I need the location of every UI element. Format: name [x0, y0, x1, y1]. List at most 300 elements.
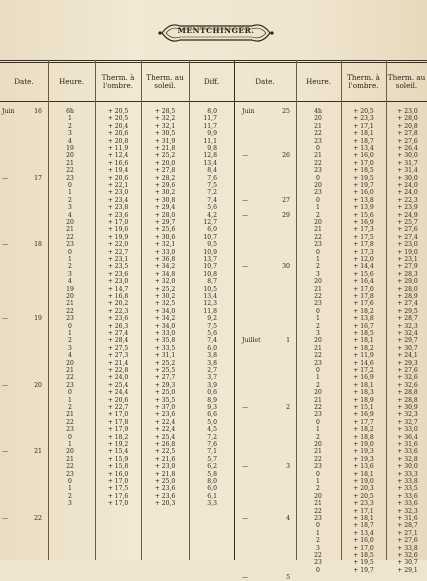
left-heure: 1: [68, 396, 72, 404]
left-diff: 13,4: [203, 293, 217, 300]
right-soleil: + 28,8: [397, 396, 418, 404]
right-soleil: + 24,0: [397, 182, 418, 189]
left-soleil: + 32,0: [154, 278, 176, 286]
left-diff: 13,4: [203, 159, 217, 167]
left-diff: 6,0: [207, 226, 217, 234]
left-heure: 4: [68, 137, 72, 145]
right-ombre: + 16,0: [353, 537, 374, 545]
right-soleil: + 27,6: [397, 537, 418, 545]
right-soleil: + 27,8: [397, 130, 418, 138]
left-heure: 22: [66, 307, 74, 315]
left-ombre: + 20,6: [107, 174, 129, 182]
right-ombre: + 17,0: [353, 159, 374, 167]
left-diff: 5,6: [207, 204, 217, 212]
right-soleil: + 32,6: [397, 381, 418, 389]
right-heure: 2: [316, 263, 320, 271]
right-heure: 21: [314, 448, 322, 456]
left-ombre: + 23,6: [107, 315, 129, 323]
left-ombre: + 22,7: [107, 404, 129, 411]
left-diff: 13,7: [203, 256, 217, 263]
left-ombre: + 22,3: [107, 307, 129, 315]
right-ombre: + 18,7: [353, 522, 374, 530]
right-heure: 23: [314, 137, 322, 145]
right-heure: 0: [316, 470, 320, 478]
right-ombre: + 13,6: [353, 463, 374, 471]
left-heure: 20: [66, 152, 74, 160]
left-heure: 20: [66, 359, 74, 367]
right-ombre: + 17,0: [353, 285, 374, 293]
right-date-day: 27: [282, 196, 290, 204]
left-ombre: + 26,3: [107, 322, 129, 330]
left-soleil: + 33,0: [154, 248, 176, 256]
left-diff: 7,2: [207, 189, 217, 197]
right-ombre: + 15,1: [353, 404, 374, 411]
right-soleil: + 22,3: [397, 196, 418, 204]
left-heure: 4: [68, 352, 72, 360]
right-heure: 1: [316, 315, 320, 323]
right-soleil: + 33,6: [397, 448, 418, 456]
right-ombre: + 17,3: [353, 248, 374, 256]
left-ombre: + 23,0: [107, 189, 129, 197]
left-soleil: + 30,5: [154, 130, 176, 138]
right-heure: 21: [314, 500, 322, 508]
right-heure: 22: [314, 293, 322, 300]
left-diff: 11,7: [203, 122, 217, 130]
right-soleil: + 28,0: [397, 285, 418, 293]
right-soleil: + 28,7: [397, 315, 418, 323]
left-diff: 10,7: [203, 263, 217, 271]
left-ombre: + 27,3: [107, 352, 129, 360]
left-ombre: + 19,9: [107, 233, 129, 241]
left-diff: 7,1: [207, 448, 217, 456]
right-ombre: + 13,8: [353, 315, 374, 323]
left-soleil: + 25,5: [154, 367, 176, 374]
right-soleil: + 24,0: [397, 189, 418, 197]
left-diff: 5,7: [207, 455, 217, 463]
left-ombre: + 20,8: [107, 137, 129, 145]
right-heure: 22: [314, 130, 322, 138]
right-ombre: + 16,7: [353, 322, 374, 330]
left-ombre: + 11,9: [107, 145, 129, 152]
left-diff: 3,8: [207, 359, 217, 367]
right-date-day: 26: [282, 152, 290, 160]
right-ombre: + 14,6: [353, 359, 374, 367]
left-heure: 20: [66, 219, 74, 226]
left-soleil: + 29,6: [154, 182, 176, 189]
header-therm-soleil-right: Therm. au soleil.: [387, 73, 426, 90]
left-soleil: + 35,8: [154, 337, 176, 345]
right-ombre: + 12,0: [353, 256, 374, 263]
title-cartouche: [158, 20, 274, 46]
right-soleil: + 27,4: [397, 300, 418, 308]
right-soleil: + 32,4: [397, 330, 418, 337]
right-ombre: + 16,9: [353, 219, 374, 226]
left-soleil: + 29,4: [154, 204, 176, 212]
right-ombre: + 19,5: [353, 174, 374, 182]
left-date-month: —: [2, 448, 9, 456]
left-heure: 3: [68, 270, 72, 278]
col-divider: [386, 60, 387, 560]
left-heure: 23: [66, 470, 74, 478]
right-ombre: + 16,9: [353, 411, 374, 419]
right-soleil: + 30,9: [397, 404, 418, 411]
right-ombre: + 18,7: [353, 137, 374, 145]
left-soleil: + 25,6: [154, 226, 176, 234]
right-date-month: —: [242, 515, 249, 522]
left-date-day: 16: [34, 108, 42, 115]
left-ombre: + 20,6: [107, 396, 129, 404]
left-diff: 12,8: [203, 152, 217, 160]
right-soleil: + 30,0: [397, 174, 418, 182]
left-ombre: + 17,5: [107, 485, 129, 493]
left-ombre: + 17,9: [107, 426, 129, 434]
right-heure: 0: [316, 145, 320, 152]
right-ombre: + 17,2: [353, 367, 374, 374]
right-heure: 20: [314, 115, 322, 123]
right-heure: 21: [314, 396, 322, 404]
left-soleil: + 25,4: [154, 433, 176, 441]
left-heure: 0: [68, 248, 72, 256]
left-soleil: + 28,2: [154, 174, 176, 182]
right-heure: 21: [314, 344, 322, 352]
right-heure: 22: [314, 233, 322, 241]
right-ombre: + 19,3: [353, 455, 374, 463]
left-date-day: 19: [34, 315, 42, 323]
header-therm-soleil: Therm. au soleil.: [146, 73, 184, 90]
left-diff: 6,0: [207, 344, 217, 352]
right-ombre: + 16,0: [353, 189, 374, 197]
left-heure: 1: [68, 441, 72, 448]
left-heure: 21: [66, 367, 74, 374]
right-ombre: + 20,5: [353, 492, 374, 500]
left-heure: 1: [68, 189, 72, 197]
right-heure: 3: [316, 270, 320, 278]
header-date-right: Date.: [255, 77, 275, 86]
right-heure: 23: [314, 167, 322, 175]
left-ombre: + 27,5: [107, 344, 129, 352]
right-ombre: + 15,6: [353, 211, 374, 219]
right-soleil: + 23,1: [397, 256, 418, 263]
left-soleil: + 27,8: [154, 167, 176, 175]
left-diff: 6,0: [207, 485, 217, 493]
right-heure: 23: [314, 359, 322, 367]
right-soleil: + 29,0: [397, 278, 418, 286]
left-heure: 22: [66, 463, 74, 471]
right-ombre: + 13,8: [353, 196, 374, 204]
left-diff: 6,2: [207, 463, 217, 471]
left-heure: 1: [68, 485, 72, 493]
left-diff: 7,2: [207, 433, 217, 441]
right-soleil: + 19,0: [397, 248, 418, 256]
right-soleil: + 31,6: [397, 441, 418, 448]
right-ombre: + 23,3: [353, 115, 374, 123]
right-soleil: + 24,9: [397, 211, 418, 219]
right-ombre: + 18,2: [353, 307, 374, 315]
left-diff: 3,3: [207, 500, 217, 508]
left-diff: 3,9: [207, 381, 217, 389]
left-heure: 2: [68, 337, 72, 345]
left-ombre: + 17,0: [107, 478, 129, 485]
left-ombre: + 16,0: [107, 470, 129, 478]
left-heure: 0: [68, 478, 72, 485]
right-heure: 1: [316, 529, 320, 537]
left-diff: 9,5: [207, 241, 217, 249]
right-ombre: + 18,1: [353, 381, 374, 389]
right-soleil: + 28,3: [397, 270, 418, 278]
right-ombre: + 18,2: [353, 344, 374, 352]
left-heure: 23: [66, 426, 74, 434]
left-diff: 12,3: [203, 300, 217, 308]
left-ombre: + 25,4: [107, 381, 129, 389]
right-heure: 2: [316, 485, 320, 493]
left-soleil: + 29,3: [154, 381, 176, 389]
right-soleil: + 24,1: [397, 352, 418, 360]
right-ombre: + 18,8: [353, 433, 374, 441]
header-heure-right: Heure.: [305, 77, 332, 86]
right-ombre: + 18,5: [353, 330, 374, 337]
right-ombre: + 19,7: [353, 566, 374, 574]
left-heure: 20: [66, 448, 74, 456]
right-ombre: + 19,0: [353, 441, 374, 448]
right-soleil: + 32,6: [397, 552, 418, 559]
left-diff: 7,4: [207, 196, 217, 204]
left-soleil: + 25,0: [154, 389, 176, 397]
left-soleil: + 32,5: [154, 300, 176, 308]
left-heure: 1: [68, 115, 72, 123]
left-heure: 0: [68, 389, 72, 397]
right-date-month: —: [242, 211, 249, 219]
left-ombre: + 24,4: [107, 389, 129, 397]
left-ombre: + 17,0: [107, 500, 129, 508]
left-heure: 22: [66, 374, 74, 382]
right-heure: 0: [316, 418, 320, 426]
right-ombre: + 13,9: [353, 204, 374, 212]
right-ombre: + 11,9: [353, 352, 374, 360]
right-soleil: + 30,7: [397, 344, 418, 352]
right-soleil: + 33,5: [397, 485, 418, 493]
left-soleil: + 34,2: [154, 263, 176, 271]
right-ombre: + 17,6: [353, 300, 374, 308]
left-diff: 10,8: [203, 270, 217, 278]
left-ombre: + 23,5: [107, 263, 129, 271]
left-date-day: 18: [34, 241, 42, 249]
right-heure: 3: [316, 330, 320, 337]
right-date-day: 1: [286, 337, 290, 345]
right-ombre: + 19,0: [353, 478, 374, 485]
right-ombre: + 18,1: [353, 130, 374, 138]
right-ombre: + 18,9: [353, 396, 374, 404]
left-soleil: + 30,2: [154, 293, 176, 300]
left-diff: 3,8: [207, 352, 217, 360]
left-ombre: + 20,4: [107, 122, 129, 130]
left-soleil: + 21,8: [154, 470, 176, 478]
col-divider-center: [234, 60, 235, 560]
left-diff: 0,6: [207, 389, 217, 397]
left-heure: 21: [66, 226, 74, 234]
right-heure: 2: [316, 433, 320, 441]
left-diff: 11,1: [203, 137, 217, 145]
right-heure: 4h: [314, 108, 322, 115]
right-date-day: 5: [286, 574, 290, 581]
col-divider: [189, 60, 190, 560]
right-ombre: + 17,8: [353, 293, 374, 300]
right-date-day: 30: [282, 263, 290, 271]
right-soleil: + 32,3: [397, 411, 418, 419]
right-soleil: + 25,7: [397, 219, 418, 226]
left-date-month: —: [2, 174, 9, 182]
right-heure: 1: [316, 426, 320, 434]
left-ombre: + 22,1: [107, 182, 129, 189]
left-soleil: + 34,2: [154, 315, 176, 323]
left-ombre: + 23,4: [107, 196, 129, 204]
right-date-month: Juillet: [242, 337, 261, 345]
right-date-month: —: [242, 463, 249, 471]
right-date-day: 3: [286, 463, 290, 471]
left-heure: 2: [68, 492, 72, 500]
left-heure: 2: [68, 122, 72, 130]
left-soleil: + 23,6: [154, 411, 176, 419]
right-soleil: + 32,3: [397, 322, 418, 330]
header-bottom-rule: [0, 101, 427, 102]
right-soleil: + 26,4: [397, 145, 418, 152]
right-soleil: + 32,3: [397, 507, 418, 515]
right-soleil: + 31,4: [397, 167, 418, 175]
left-date-day: 21: [34, 448, 42, 456]
right-soleil: + 32,7: [397, 418, 418, 426]
right-ombre: + 18,3: [353, 389, 374, 397]
left-diff: 8,4: [207, 167, 217, 175]
right-heure: 2: [316, 537, 320, 545]
left-soleil: + 23,6: [154, 492, 176, 500]
header-top-rule-thin: [0, 62, 427, 63]
left-heure: 19: [66, 285, 74, 293]
left-heure: 3: [68, 500, 72, 508]
left-soleil: + 29,7: [154, 219, 176, 226]
right-date-day: 25: [282, 108, 290, 115]
right-soleil: + 27,6: [397, 367, 418, 374]
right-soleil: + 29,5: [397, 307, 418, 315]
left-diff: 6,6: [207, 411, 217, 419]
left-diff: 9,3: [207, 404, 217, 411]
left-soleil: + 20,3: [154, 500, 176, 508]
left-diff: 10,7: [203, 233, 217, 241]
header-heure: Heure.: [58, 77, 85, 86]
right-ombre: + 17,1: [353, 507, 374, 515]
right-heure: 23: [314, 463, 322, 471]
left-soleil: + 25,2: [154, 359, 176, 367]
left-diff: 7,6: [207, 174, 217, 182]
right-heure: 1: [316, 374, 320, 382]
left-diff: 7,5: [207, 182, 217, 189]
left-ombre: + 22,8: [107, 367, 129, 374]
left-heure: 3: [68, 130, 72, 138]
right-date-month: —: [242, 404, 249, 411]
left-diff: 4,5: [207, 426, 217, 434]
left-soleil: + 32,1: [154, 122, 176, 130]
right-soleil: + 33,6: [397, 500, 418, 508]
left-heure: 23: [66, 315, 74, 323]
left-ombre: + 23,1: [107, 256, 129, 263]
left-diff: 11,8: [203, 307, 217, 315]
right-soleil: + 28,8: [397, 389, 418, 397]
right-ombre: + 16,4: [353, 278, 374, 286]
left-heure: 0: [68, 322, 72, 330]
right-soleil: + 33,0: [397, 426, 418, 434]
left-ombre: + 23,6: [107, 211, 129, 219]
right-heure: 20: [314, 278, 322, 286]
station-title: MENTCHINGER.: [177, 26, 255, 35]
right-ombre: + 19,7: [353, 182, 374, 189]
left-heure: 19: [66, 145, 74, 152]
left-ombre: + 16,8: [107, 293, 129, 300]
left-diff: 8,7: [207, 278, 217, 286]
left-heure: 2: [68, 196, 72, 204]
header-diff: Diff.: [203, 77, 220, 86]
left-soleil: + 26,8: [154, 441, 176, 448]
right-heure: 0: [316, 196, 320, 204]
left-diff: 4,2: [207, 211, 217, 219]
left-soleil: + 23,6: [154, 485, 176, 493]
left-diff: 10,9: [203, 248, 217, 256]
right-heure: 20: [314, 492, 322, 500]
left-heure: 1: [68, 256, 72, 263]
right-heure: 1: [316, 478, 320, 485]
left-heure: 4: [68, 278, 72, 286]
right-ombre: + 18,5: [353, 552, 374, 559]
left-soleil: + 28,0: [154, 211, 176, 219]
left-ombre: + 27,4: [107, 330, 129, 337]
right-soleil: + 28,9: [397, 293, 418, 300]
left-diff: 7,6: [207, 441, 217, 448]
left-heure: 2: [68, 263, 72, 271]
right-date-month: —: [242, 574, 249, 581]
right-heure: 23: [314, 515, 322, 522]
right-soleil: + 30,0: [397, 463, 418, 471]
left-heure: 6h: [66, 108, 74, 115]
right-soleil: + 27,4: [397, 233, 418, 241]
header-top-rule: [0, 60, 427, 61]
left-soleil: + 36,8: [154, 256, 176, 263]
right-heure: 22: [314, 352, 322, 360]
left-soleil: + 34,8: [154, 270, 176, 278]
right-ombre: + 17,1: [353, 122, 374, 130]
left-soleil: + 37,0: [154, 404, 176, 411]
right-heure: 0: [316, 248, 320, 256]
right-heure: 23: [314, 189, 322, 197]
right-date-day: 29: [282, 211, 290, 219]
left-ombre: + 14,7: [107, 285, 129, 293]
left-ombre: + 19,4: [107, 167, 129, 175]
header-date: Date.: [14, 77, 34, 86]
right-soleil: + 23,9: [397, 204, 418, 212]
right-ombre: + 19,5: [353, 559, 374, 567]
right-ombre: + 15,6: [353, 270, 374, 278]
left-diff: 10,5: [203, 285, 217, 293]
right-soleil: + 29,3: [397, 359, 418, 367]
left-ombre: + 17,8: [107, 418, 129, 426]
right-heure: 21: [314, 152, 322, 160]
left-soleil: + 21,8: [154, 145, 176, 152]
right-soleil: + 32,6: [397, 374, 418, 382]
left-ombre: + 12,4: [107, 152, 129, 160]
right-ombre: + 17,5: [353, 233, 374, 241]
left-heure: 3: [68, 204, 72, 212]
right-date-month: —: [242, 196, 249, 204]
left-soleil: + 31,1: [154, 352, 176, 360]
right-heure: 1: [316, 256, 320, 263]
left-ombre: + 17,0: [107, 219, 129, 226]
right-ombre: + 13,4: [353, 529, 374, 537]
